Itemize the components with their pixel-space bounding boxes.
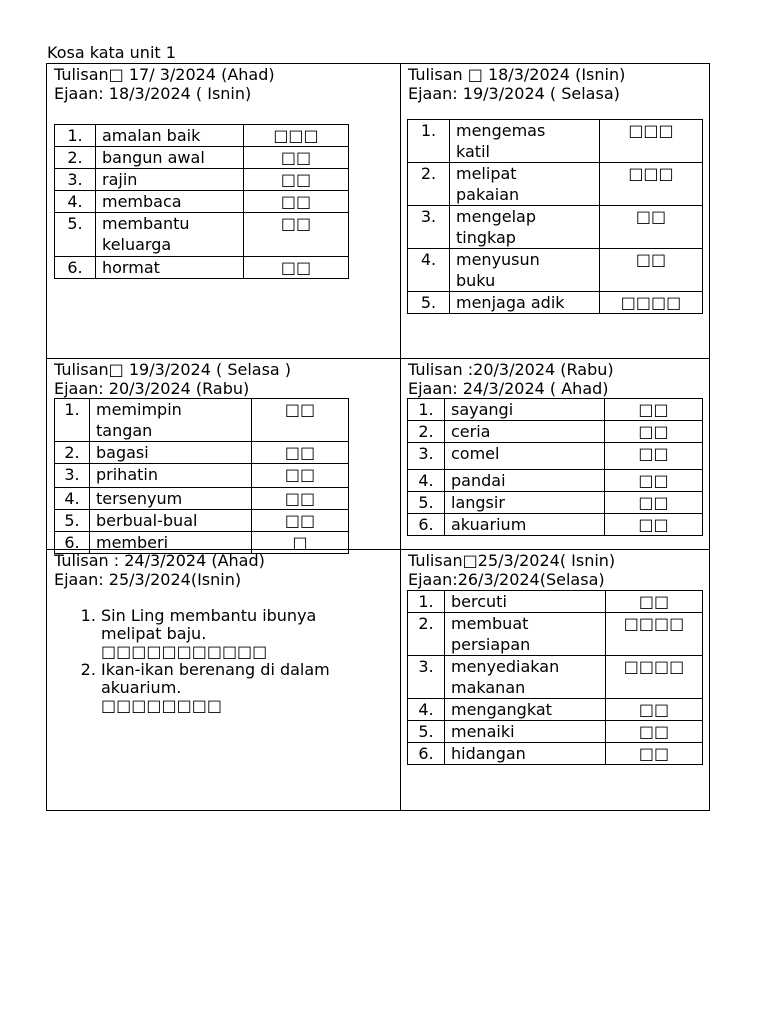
item-number: 6. [408, 514, 445, 536]
meaning: □□ [605, 470, 703, 492]
item-number: 3. [55, 464, 90, 488]
sentence-line: melipat baju. [101, 624, 207, 643]
word-line: menyediakan [451, 657, 560, 676]
table-row [408, 492, 703, 514]
malay-word [450, 206, 600, 249]
sentence-item [101, 661, 401, 715]
word-line: membuat [451, 614, 529, 633]
table-row [55, 191, 349, 213]
item-number: 2. [408, 163, 450, 206]
word-line: rajin [102, 170, 138, 189]
tulisan-date: Tulisan □ 18/3/2024 (Isnin) [408, 65, 626, 84]
item-number: 6. [408, 743, 445, 765]
word-line: membaca [102, 192, 182, 211]
malay-word [90, 488, 252, 510]
malay-word [445, 514, 605, 536]
table-row [55, 488, 349, 510]
word-line: menjaga adik [456, 293, 565, 312]
ejaan-date: Ejaan: 25/3/2024(Isnin) [54, 570, 242, 589]
item-number: 5. [408, 492, 445, 514]
ejaan-date: Ejaan:26/3/2024(Selasa) [408, 570, 605, 589]
word-line: buku [456, 271, 496, 290]
item-number: 3. [55, 169, 96, 191]
word-line: mengemas [456, 121, 546, 140]
meaning: □□ [244, 257, 349, 279]
word-line: persiapan [451, 635, 531, 654]
word-line: menyusun [456, 250, 540, 269]
meaning: □□ [605, 399, 703, 421]
word-line: keluarga [102, 235, 172, 254]
meaning: □□□□ [600, 292, 703, 314]
malay-word [445, 421, 605, 443]
table-row [55, 257, 349, 279]
item-number: 2. [408, 613, 445, 656]
malay-word [96, 191, 244, 213]
word-line: akuarium [451, 515, 527, 534]
malay-word [450, 249, 600, 292]
word-line: berbual-bual [96, 511, 198, 530]
item-number: 5. [408, 721, 445, 743]
table-row [408, 443, 703, 470]
cell-4 [401, 359, 710, 550]
table-row [408, 721, 703, 743]
table-row [408, 163, 703, 206]
meaning: □□ [605, 443, 703, 470]
malay-word [450, 120, 600, 163]
item-number: 4. [55, 488, 90, 510]
word-line: melipat [456, 164, 517, 183]
meaning: □□ [606, 743, 703, 765]
item-number: 6. [55, 257, 96, 279]
meaning: □□ [600, 249, 703, 292]
table-row [408, 656, 703, 699]
table-row [408, 292, 703, 314]
page-title: Kosa kata unit 1 [47, 43, 176, 62]
malay-word [445, 656, 606, 699]
table-row [408, 120, 703, 163]
word-line: memberi [96, 533, 169, 552]
sentence-item [101, 607, 401, 661]
table-row [408, 470, 703, 492]
malay-word [445, 492, 605, 514]
ejaan-date: Ejaan: 18/3/2024 ( Isnin) [54, 84, 252, 103]
malay-word [96, 169, 244, 191]
item-number: 1. [408, 120, 450, 163]
word-line: pandai [451, 471, 506, 490]
malay-word [90, 399, 252, 442]
vocab-table [54, 398, 349, 554]
ejaan-date: Ejaan: 24/3/2024 ( Ahad) [408, 379, 609, 398]
item-number: 1. [408, 399, 445, 421]
word-line: hidangan [451, 744, 526, 763]
word-line: mengangkat [451, 700, 552, 719]
meaning: □□ [606, 721, 703, 743]
table-row [408, 249, 703, 292]
malay-word [90, 510, 252, 532]
word-line: hormat [102, 258, 160, 277]
meaning: □□□□ [606, 656, 703, 699]
sentence-line: 1. Sin Ling membantu ibunya [101, 606, 317, 625]
word-line: membantu [102, 214, 190, 233]
word-line: pakaian [456, 185, 520, 204]
item-number: 6. [55, 532, 90, 554]
word-line: memimpin [96, 400, 182, 419]
word-line: tersenyum [96, 489, 183, 508]
item-number: 1. [55, 399, 90, 442]
malay-word [450, 163, 600, 206]
malay-word [96, 213, 244, 257]
word-line: bagasi [96, 443, 149, 462]
meaning: □□ [252, 488, 349, 510]
vocabulary-grid [46, 63, 710, 811]
malay-word [445, 613, 606, 656]
item-number: 2. [55, 442, 90, 464]
table-row [55, 169, 349, 191]
table-row [408, 743, 703, 765]
meaning: □□ [606, 699, 703, 721]
word-line: langsir [451, 493, 505, 512]
item-number: 4. [408, 249, 450, 292]
tulisan-date: Tulisan□ 17/ 3/2024 (Ahad) [54, 65, 275, 84]
tulisan-date: Tulisan : 24/3/2024 (Ahad) [54, 551, 265, 570]
item-number: 4. [55, 191, 96, 213]
malay-word [96, 125, 244, 147]
meaning: □ [252, 532, 349, 554]
sentence-line: □□□□□□□□ [101, 696, 222, 715]
word-line: comel [451, 444, 500, 463]
item-number: 4. [408, 470, 445, 492]
word-line: bangun awal [102, 148, 205, 167]
meaning: □□ [600, 206, 703, 249]
meaning: □□ [244, 147, 349, 169]
word-line: menaiki [451, 722, 515, 741]
example-sentences [77, 607, 401, 715]
word-line: tangan [96, 421, 153, 440]
item-number: 1. [408, 591, 445, 613]
meaning: □□□□ [606, 613, 703, 656]
sentence-line: 2. Ikan-ikan berenang di dalam [101, 660, 330, 679]
table-row [55, 442, 349, 464]
meaning: □□ [244, 191, 349, 213]
malay-word [445, 699, 606, 721]
tulisan-date: Tulisan :20/3/2024 (Rabu) [408, 360, 614, 379]
meaning: □□□ [600, 163, 703, 206]
word-line: sayangi [451, 400, 514, 419]
malay-word [90, 464, 252, 488]
table-row [408, 421, 703, 443]
malay-word [445, 591, 606, 613]
word-line: makanan [451, 678, 526, 697]
malay-word [96, 147, 244, 169]
malay-word [445, 470, 605, 492]
meaning: □□ [252, 399, 349, 442]
meaning: □□ [605, 492, 703, 514]
table-row [408, 514, 703, 536]
table-row [55, 125, 349, 147]
malay-word [90, 442, 252, 464]
word-line: prihatin [96, 465, 158, 484]
table-row [55, 213, 349, 257]
word-line: mengelap [456, 207, 536, 226]
word-line: amalan baik [102, 126, 201, 145]
meaning: □□ [252, 464, 349, 488]
item-number: 3. [408, 206, 450, 249]
meaning: □□ [252, 510, 349, 532]
item-number: 5. [55, 510, 90, 532]
meaning: □□ [605, 421, 703, 443]
word-line: ceria [451, 422, 491, 441]
meaning: □□ [244, 169, 349, 191]
meaning: □□ [605, 514, 703, 536]
table-row [408, 699, 703, 721]
item-number: 4. [408, 699, 445, 721]
cell-2 [401, 64, 710, 359]
cell-6 [401, 550, 710, 811]
table-row [408, 591, 703, 613]
meaning: □□ [606, 591, 703, 613]
item-number: 2. [408, 421, 445, 443]
item-number: 3. [408, 656, 445, 699]
sentence-line: □□□□□□□□□□□ [101, 642, 268, 661]
item-number: 5. [55, 213, 96, 257]
item-number: 1. [55, 125, 96, 147]
table-row [55, 147, 349, 169]
malay-word [445, 443, 605, 470]
malay-word [96, 257, 244, 279]
malay-word [445, 743, 606, 765]
meaning: □□ [252, 442, 349, 464]
vocab-table [54, 124, 349, 279]
item-number: 3. [408, 443, 445, 470]
vocab-table [407, 398, 703, 536]
table-row [55, 510, 349, 532]
cell-3 [47, 359, 401, 550]
malay-word [445, 399, 605, 421]
word-line: tingkap [456, 228, 516, 247]
table-row [408, 206, 703, 249]
item-number: 2. [55, 147, 96, 169]
vocab-table [407, 119, 703, 314]
malay-word [450, 292, 600, 314]
tulisan-date: Tulisan□25/3/2024( Isnin) [408, 551, 616, 570]
meaning: □□ [244, 213, 349, 257]
word-line: katil [456, 142, 490, 161]
table-row [408, 613, 703, 656]
sentence-line: akuarium. [101, 678, 182, 697]
item-number: 5. [408, 292, 450, 314]
ejaan-date: Ejaan: 20/3/2024 (Rabu) [54, 379, 250, 398]
vocab-table [407, 590, 703, 765]
table-row [55, 464, 349, 488]
cell-1 [47, 64, 401, 359]
tulisan-date: Tulisan□ 19/3/2024 ( Selasa ) [54, 360, 292, 379]
word-line: bercuti [451, 592, 507, 611]
ejaan-date: Ejaan: 19/3/2024 ( Selasa) [408, 84, 620, 103]
meaning: □□□ [600, 120, 703, 163]
table-row [55, 399, 349, 442]
malay-word [445, 721, 606, 743]
table-row [408, 399, 703, 421]
cell-5 [47, 550, 401, 811]
meaning: □□□ [244, 125, 349, 147]
